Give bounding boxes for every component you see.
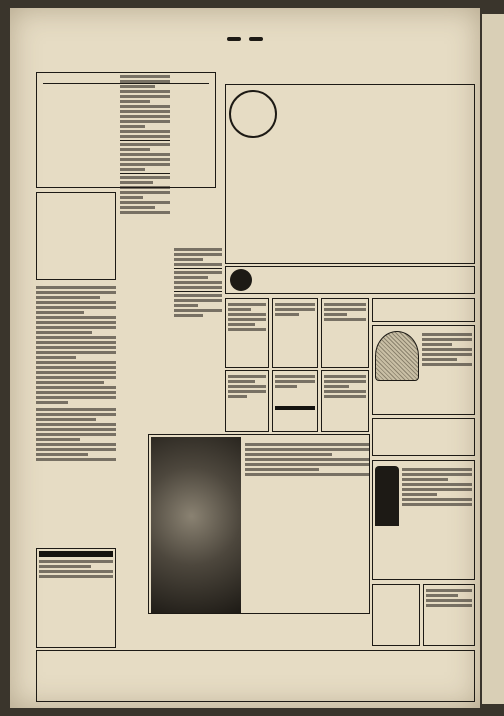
header-boxed1 (227, 37, 241, 41)
classified-lines-7 (174, 271, 222, 289)
classified-lines-2 (120, 158, 170, 171)
classified-lines-0 (120, 75, 170, 138)
edge-page-sub (482, 18, 504, 22)
kommerz-ad (321, 370, 369, 432)
moebel-ad (36, 650, 475, 702)
bahnhof-ad-body (275, 375, 315, 388)
kinder-schuhe-body (39, 560, 113, 578)
stadttheater-ad (423, 584, 475, 646)
ruhl-ad (272, 298, 318, 368)
classified-lines-3 (120, 176, 170, 184)
mtv-ad (372, 584, 420, 646)
stadttheater-body (426, 589, 472, 607)
classified-item-8 (174, 268, 222, 269)
header-boxed2 (249, 37, 263, 41)
traubenwein-ad (225, 298, 269, 368)
kinder-schuhe-title (39, 551, 113, 557)
konsumverein-banner (225, 266, 475, 294)
bahnhof-tel (275, 406, 315, 410)
kinder-schuhe-ad (36, 548, 116, 648)
obituary-seib (36, 192, 116, 280)
konsumverein-logo-icon (230, 269, 252, 291)
ruhl-body (275, 303, 315, 316)
cinema-ad (148, 434, 370, 614)
machine-illustration-icon (375, 331, 419, 381)
classified-lines-9 (174, 309, 222, 317)
classified-item-0 (120, 140, 170, 141)
classified-heading (120, 72, 170, 73)
tel-ad-body (228, 375, 266, 398)
betten-ad (321, 298, 369, 368)
metzelsuppe-ad (372, 418, 475, 456)
classified-item-9 (174, 291, 222, 292)
newspaper-page (10, 8, 480, 708)
classified-item-3 (120, 173, 170, 174)
brillant-body (402, 466, 472, 526)
bottle-icon (375, 466, 399, 526)
hotel-schuetz-ad (372, 298, 475, 322)
tel-ad (225, 370, 269, 432)
bahnhof-ad (272, 370, 318, 432)
cinema-body (245, 443, 369, 476)
classified-lines-5 (120, 201, 170, 214)
brillant-ad (372, 460, 475, 580)
traubenwein-body (228, 303, 266, 331)
notice-body-1 (36, 286, 116, 404)
geg-ad (225, 84, 475, 264)
header-banner (16, 22, 474, 56)
notices-column (36, 284, 116, 548)
betten-body (324, 303, 366, 321)
klein-stiefel-body (422, 331, 472, 381)
cinema-poster-image (151, 437, 241, 613)
geg-logo-icon (229, 90, 277, 138)
klein-stiefel-ad (372, 325, 475, 415)
classified-lines-1 (120, 143, 170, 156)
classified-lines-8 (174, 294, 222, 307)
classified-lines-4 (120, 186, 170, 199)
notice-body-2 (36, 408, 116, 461)
kommerz-body (324, 375, 366, 398)
adjacent-page-edge (482, 14, 504, 704)
classified-lines-6 (174, 248, 222, 266)
